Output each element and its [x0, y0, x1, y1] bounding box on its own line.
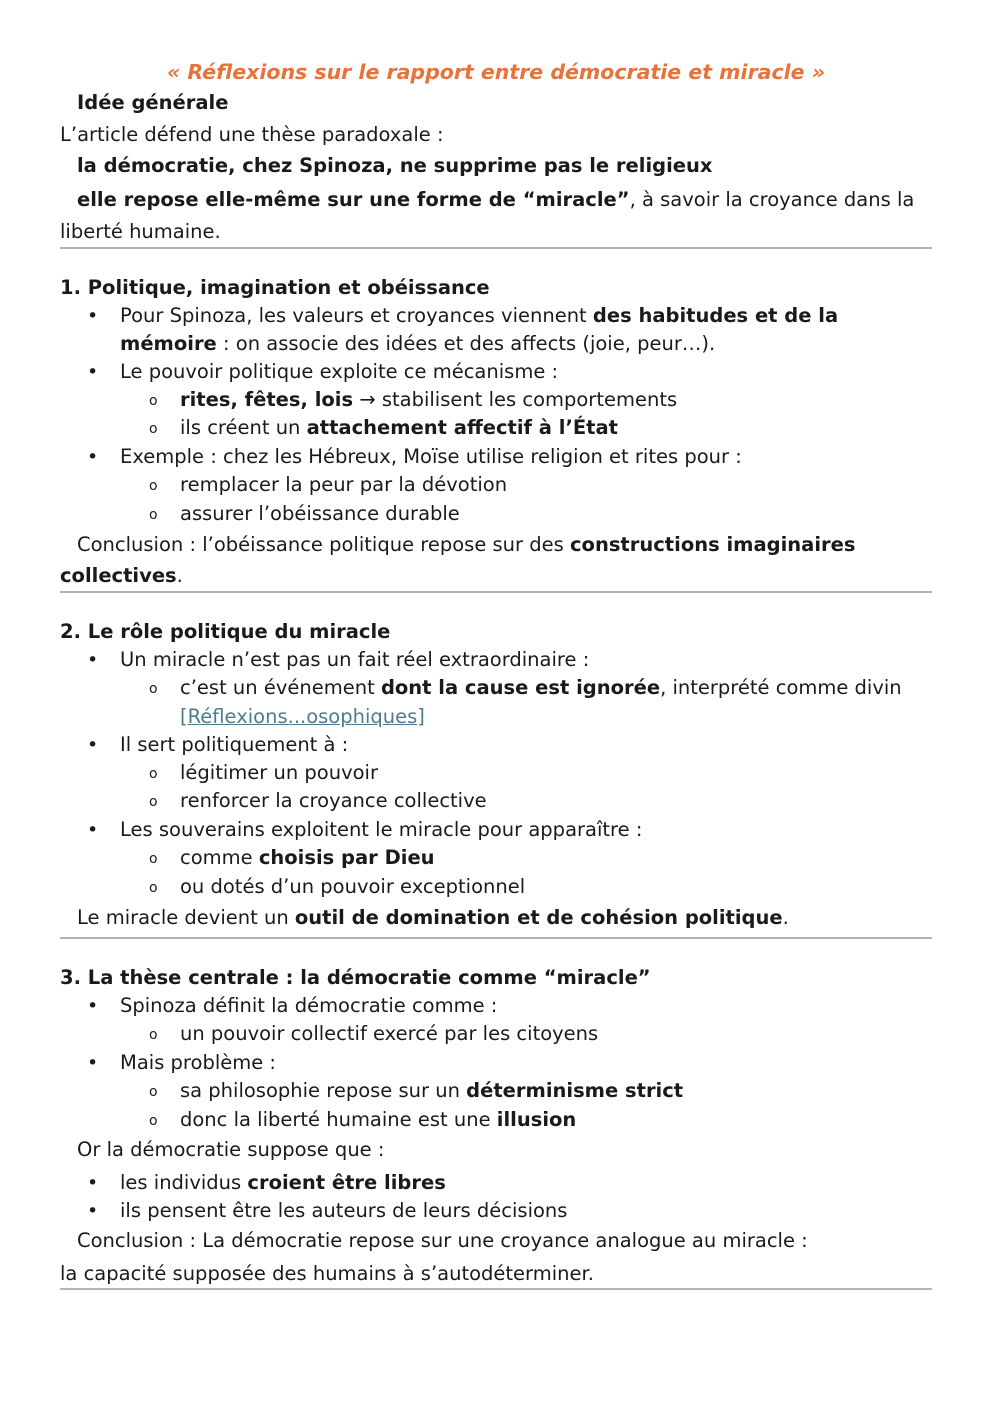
sub-list-item-text: renforcer la croyance collective	[180, 789, 487, 812]
list-item-text: Les souverains exploitent le miracle pour apparaître :	[120, 818, 643, 841]
sub-list-item-text: ils créent un attachement affectif à l’État	[180, 416, 618, 439]
sub-list-item-text: un pouvoir collectif exercé par les citoyens	[180, 1022, 599, 1045]
intro-point-2-bold: elle repose elle-même sur une forme de “miracle”	[77, 188, 630, 211]
circle-bullet-icon: o	[149, 766, 158, 782]
circle-bullet-icon: o	[149, 794, 158, 810]
list-item-text: Pour Spinoza, les valeurs et croyances viennent des habitudes et de la	[120, 304, 839, 327]
bullet-icon: •	[87, 1172, 99, 1194]
list-item-text: les individus croient être libres	[120, 1171, 446, 1194]
bullet-icon: •	[87, 995, 99, 1017]
intro-heading: Idée générale	[77, 91, 229, 114]
intro-line: L’article défend une thèse paradoxale :	[60, 123, 444, 146]
section-3-conclusion: Conclusion : La démocratie repose sur une croyance analogue au miracle :	[77, 1229, 808, 1252]
list-item-text: mémoire : on associe des idées et des affects (joie, peur…).	[120, 332, 716, 355]
section-3-or-line: Or la démocratie suppose que :	[77, 1138, 385, 1161]
list-item-text: Exemple : chez les Hébreux, Moïse utilise religion et rites pour :	[120, 445, 742, 468]
list-item-text: Le pouvoir politique exploite ce mécanisme :	[120, 360, 559, 383]
bullet-icon: •	[87, 649, 99, 671]
bullet-icon: •	[87, 1200, 99, 1222]
sub-list-item-text: ou dotés d’un pouvoir exceptionnel	[180, 875, 526, 898]
intro-point-2	[77, 186, 914, 214]
intro-point-2-rest: , à savoir la croyance dans la	[629, 188, 915, 211]
bullet-icon: •	[87, 446, 99, 468]
circle-bullet-icon: o	[149, 421, 158, 437]
section-2-heading: 2. Le rôle politique du miracle	[60, 620, 391, 643]
divider	[60, 1288, 932, 1290]
list-item-text: Mais problème :	[120, 1051, 276, 1074]
divider	[60, 937, 932, 939]
circle-bullet-icon: o	[149, 880, 158, 896]
circle-bullet-icon: o	[149, 393, 158, 409]
section-3-heading: 3. La thèse centrale : la démocratie comme “miracle”	[60, 966, 651, 989]
bullet-icon: •	[87, 734, 99, 756]
citation-link[interactable]: [Réflexions...osophiques]	[180, 705, 425, 728]
circle-bullet-icon: o	[149, 681, 158, 697]
sub-list-item-text: assurer l’obéissance durable	[180, 502, 460, 525]
intro-point-1: la démocratie, chez Spinoza, ne supprime pas le religieux	[77, 154, 713, 177]
list-item-text: Il sert politiquement à :	[120, 733, 349, 756]
circle-bullet-icon: o	[149, 1084, 158, 1100]
section-1-heading: 1. Politique, imagination et obéissance	[60, 276, 490, 299]
bullet-icon: •	[87, 1052, 99, 1074]
section-1-conclusion-cont: collectives.	[60, 564, 183, 587]
section-1-conclusion: Conclusion : l’obéissance politique repose sur des constructions imaginaires	[77, 533, 856, 556]
sub-list-item-text: donc la liberté humaine est une illusion	[180, 1108, 577, 1131]
circle-bullet-icon: o	[149, 507, 158, 523]
section-2-conclusion: Le miracle devient un outil de domination et de cohésion politique.	[77, 906, 789, 929]
bullet-icon: •	[87, 305, 99, 327]
sub-list-item-text: comme choisis par Dieu	[180, 846, 435, 869]
sub-list-item-text: légitimer un pouvoir	[180, 761, 378, 784]
document-title: « Réflexions sur le rapport entre démocratie et miracle »	[166, 60, 826, 84]
divider	[60, 247, 932, 249]
circle-bullet-icon: o	[149, 851, 158, 867]
list-item-text: Spinoza définit la démocratie comme :	[120, 994, 498, 1017]
circle-bullet-icon: o	[149, 1113, 158, 1129]
sub-list-item-text: remplacer la peur par la dévotion	[180, 473, 508, 496]
divider	[60, 591, 932, 593]
sub-list-item-text: sa philosophie repose sur un déterminisme strict	[180, 1079, 684, 1102]
bullet-icon: •	[87, 361, 99, 383]
sub-list-item-text: c’est un événement dont la cause est ignorée, interprété comme divin	[180, 676, 902, 699]
section-3-conclusion-cont: la capacité supposée des humains à s’autodéterminer.	[60, 1262, 594, 1285]
bullet-icon: •	[87, 819, 99, 841]
intro-point-2-cont: liberté humaine.	[60, 220, 221, 243]
circle-bullet-icon: o	[149, 1027, 158, 1043]
sub-list-item-text: rites, fêtes, lois → stabilisent les comportements	[180, 388, 678, 411]
list-item-text: Un miracle n’est pas un fait réel extraordinaire :	[120, 648, 590, 671]
list-item-text: ils pensent être les auteurs de leurs décisions	[120, 1199, 568, 1222]
circle-bullet-icon: o	[149, 478, 158, 494]
